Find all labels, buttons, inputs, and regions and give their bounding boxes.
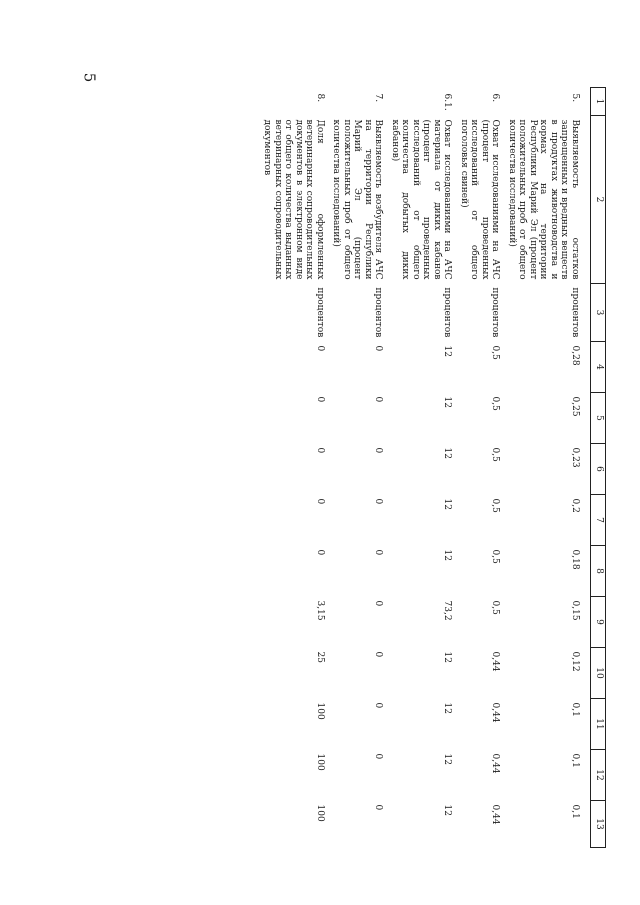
value-cell: 0,28 (570, 345, 580, 366)
row-description: Охват исследованиями на АЧС (процент проведенных исследований от общего поголовья свиней) (459, 119, 501, 280)
table-row (387, 88, 456, 848)
row-number: 5. (570, 93, 580, 103)
header-cell-4: 4 (591, 342, 606, 393)
row-number: 6.1. (442, 93, 453, 111)
header-cell-5: 5 (591, 393, 606, 444)
header-cell-11: 11 (591, 699, 606, 750)
value-cell: 0,23 (570, 447, 580, 468)
table-row (328, 88, 387, 848)
header-cell-1: 1 (591, 88, 606, 116)
value-cell: 0 (315, 345, 325, 352)
value-cell: 12 (442, 702, 453, 714)
header-cell-12: 12 (591, 750, 606, 801)
value-cell: 0 (373, 651, 384, 658)
value-cell: 12 (442, 549, 453, 561)
value-cell: 0 (373, 345, 384, 352)
value-cell: 0 (315, 549, 325, 556)
value-cell: 0,12 (570, 651, 580, 672)
value-cell: 0 (315, 447, 325, 454)
value-cell: 3,15 (315, 600, 325, 621)
value-cell: 0 (315, 498, 325, 505)
row-number: 6. (490, 93, 501, 103)
value-cell: 12 (442, 753, 453, 765)
value-cell: 25 (315, 651, 325, 663)
value-cell: 0,15 (570, 600, 580, 621)
value-cell: 0,5 (490, 396, 501, 411)
row-description: Выявляемость возбудителя АЧС на территории Республики Марий Эл (процент положительных проб от общего количества исследований) (331, 119, 384, 280)
row-description: Охват исследованиями на АЧС материала от диких кабанов (процент проведенных исследований от общего количества добытых диких кабанов) (390, 119, 453, 280)
value-cell: 0,44 (490, 753, 501, 774)
value-cell: 12 (442, 804, 453, 816)
header-cell-7: 7 (591, 495, 606, 546)
value-cell: 0 (373, 804, 384, 811)
row-unit: процентов (373, 287, 384, 338)
table-row (259, 88, 328, 848)
row-unit: процентов (570, 287, 580, 338)
value-cell: 0,1 (570, 702, 580, 717)
table-row (456, 88, 504, 848)
value-cell: 0,5 (490, 345, 501, 360)
table-row (504, 88, 591, 848)
value-cell: 0 (315, 396, 325, 403)
page-number: 5 (80, 72, 99, 83)
value-cell: 0 (373, 753, 384, 760)
value-cell: 100 (315, 804, 325, 822)
value-cell: 0,5 (490, 447, 501, 462)
value-cell: 0,2 (570, 498, 580, 513)
header-cell-6: 6 (591, 444, 606, 495)
value-cell: 100 (315, 753, 325, 771)
value-cell: 0,5 (490, 549, 501, 564)
header-row (591, 88, 606, 848)
value-cell: 100 (315, 702, 325, 720)
value-cell: 0 (373, 447, 384, 454)
value-cell: 0,25 (570, 396, 580, 417)
value-cell: 0,44 (490, 651, 501, 672)
value-cell: 0 (373, 702, 384, 709)
value-cell: 73,2 (442, 600, 453, 621)
value-cell: 0,5 (490, 498, 501, 513)
row-number: 7. (373, 93, 384, 103)
header-cell-2: 2 (591, 116, 606, 284)
value-cell: 0 (373, 498, 384, 505)
value-cell: 12 (442, 396, 453, 408)
indicators-table (259, 87, 606, 848)
header-cell-3: 3 (591, 284, 606, 342)
value-cell: 0 (373, 549, 384, 556)
header-cell-13: 13 (591, 801, 606, 848)
header-cell-10: 10 (591, 648, 606, 699)
value-cell: 0,1 (570, 753, 580, 768)
row-description: Выявляемость остатков запрещенных и вредных веществ в продуктах животноводства и кормах на территории Республики Марий Эл (процент положительных проб от общего количества исследований) (507, 119, 580, 280)
header-cell-9: 9 (591, 597, 606, 648)
value-cell: 12 (442, 447, 453, 459)
value-cell: 0,1 (570, 804, 580, 819)
value-cell: 0,5 (490, 600, 501, 615)
row-unit: процентов (442, 287, 453, 338)
value-cell: 0,18 (570, 549, 580, 570)
row-number: 8. (315, 93, 325, 103)
value-cell: 0,44 (490, 804, 501, 825)
row-unit: процентов (490, 287, 501, 338)
value-cell: 0 (373, 396, 384, 403)
value-cell: 12 (442, 498, 453, 510)
value-cell: 0 (373, 600, 384, 607)
row-unit: процентов (315, 287, 325, 338)
value-cell: 12 (442, 345, 453, 357)
value-cell: 12 (442, 651, 453, 663)
rotated-table-container (120, 87, 606, 847)
value-cell: 0,44 (490, 702, 501, 723)
header-cell-8: 8 (591, 546, 606, 597)
row-description: Доля оформленных ветеринарных сопроводительных документов в электронном виде от общего количества выданных ветеринарных сопроводительных документов (262, 119, 325, 280)
